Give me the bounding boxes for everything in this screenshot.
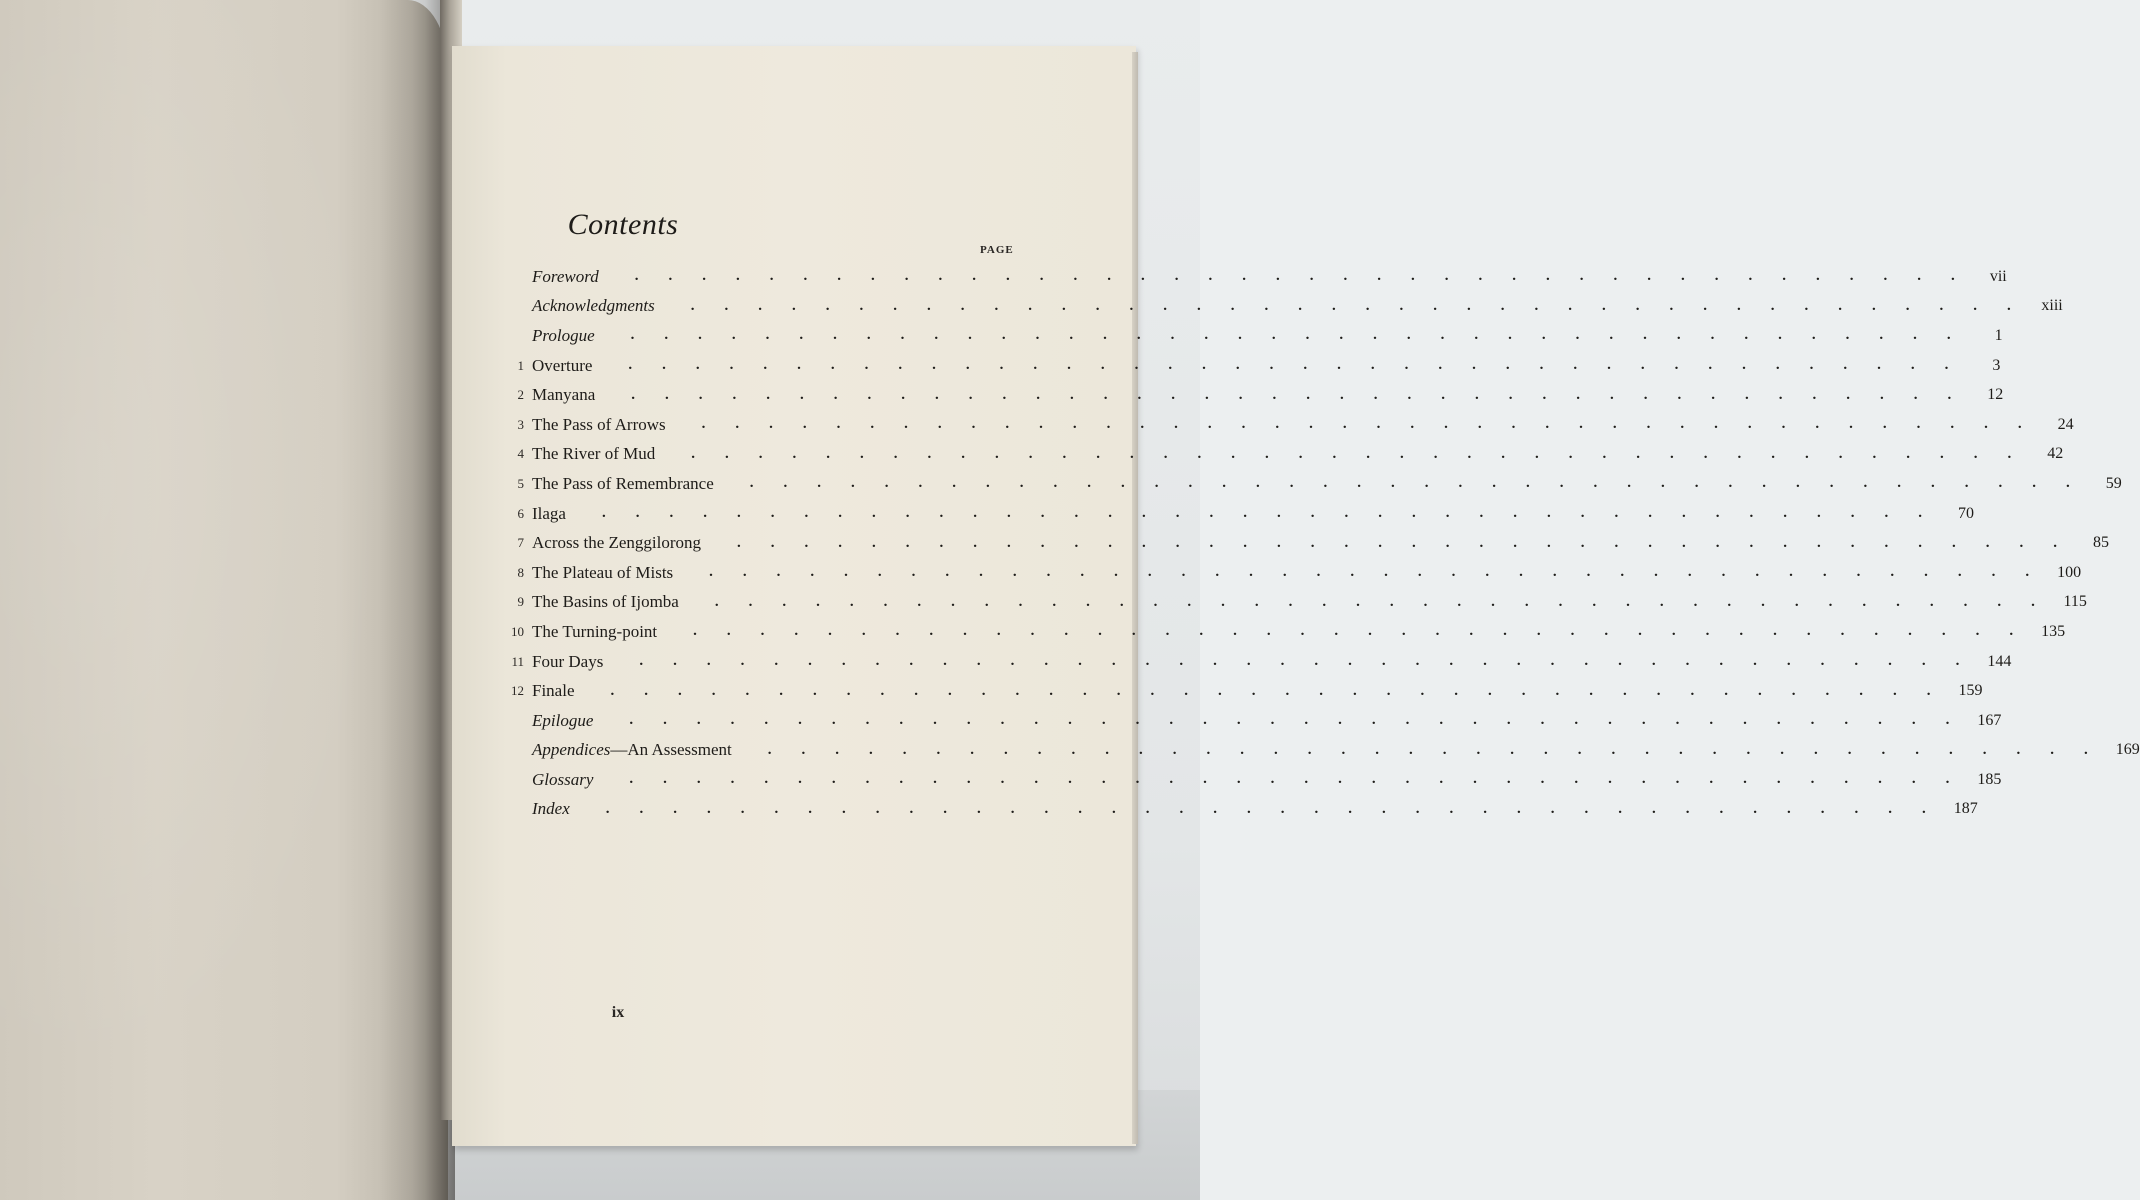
toc-entry-title	[532, 296, 661, 316]
toc-entry-page-number: 70	[1957, 504, 1974, 522]
toc-dot-leader: . . . . . . . . . . . . . . . . . . . . . . . . . . . . . . . . . . . . . . . .	[575, 800, 1926, 817]
toc-entry-title	[532, 533, 707, 553]
toc-entry-page-number: 135	[2041, 622, 2066, 640]
toc-entry-title-text: Across the Zenggilorong	[532, 533, 702, 553]
toc-dot-leader: . . . . . . . . . . . . . . . . . . . . . . . . . . . . . . . . . . . . . . . .	[601, 386, 1952, 403]
toc-entry-page-number: 85	[2093, 534, 2110, 552]
toc-entry-title-text: Appendices	[532, 740, 611, 760]
page-title: Contents	[567, 208, 679, 241]
toc-entry-title-text: Epilogue	[532, 710, 594, 730]
toc-entry-title	[532, 474, 720, 494]
toc-dot-leader: . . . . . . . . . . . . . . . . . . . . . . . . . . . . . . . . . . . . . . . .	[598, 357, 1949, 374]
toc-entry-title-text: The Turning-point	[532, 621, 658, 641]
toc-entry-title-text: Four Days	[532, 651, 604, 671]
toc-entry	[496, 380, 2004, 410]
toc-dot-leader: . . . . . . . . . . . . . . . . . . . . . . . . . . . . . . . . . . . . . . . .	[679, 564, 2030, 581]
toc-entry-title	[532, 652, 609, 672]
toc-entry-page-number: 3	[1992, 356, 2001, 374]
toc-entry-page-number: vii	[1989, 267, 2007, 285]
toc-entry-number: 6	[517, 505, 524, 521]
toc-entry-title-text: Overture	[532, 355, 593, 375]
toc-entry	[496, 676, 1983, 706]
toc-entry-title-text: The River of Mud	[532, 444, 656, 464]
toc-entry-title-text: Index	[532, 799, 570, 819]
toc-entry-title-text: The Pass of Remembrance	[532, 473, 714, 493]
toc-entry-page-number: 59	[2105, 474, 2122, 492]
toc-dot-leader: . . . . . . . . . . . . . . . . . . . . . . . . . . . . . . . . . . . . . . . .	[604, 268, 1955, 285]
toc-entry	[496, 795, 1978, 825]
toc-entry-page-number: xiii	[2041, 297, 2063, 315]
toc-entry-title-text: The Plateau of Mists	[532, 562, 674, 582]
toc-entry	[496, 647, 2012, 677]
toc-entry-title-text: The Basins of Ijomba	[532, 592, 679, 612]
toc-entry	[496, 410, 2074, 440]
toc-dot-leader: . . . . . . . . . . . . . . . . . . . . . . . . . . . . . . . . . . . . . . . .	[599, 712, 1950, 729]
toc-entry-number: 7	[517, 535, 524, 551]
toc-dot-leader: . . . . . . . . . . . . . . . . . . . . . . . . . . . . . . . . . . . . . . . .	[684, 593, 2035, 610]
toc-dot-leader: . . . . . . . . . . . . . . . . . . . . . . . . . . . . . . . . . . . . . . . .	[580, 682, 1931, 699]
toc-dot-leader: . . . . . . . . . . . . . . . . . . . . . . . . . . . . . . . . . . . . . . . .	[737, 741, 2088, 758]
toc-entry-title-text: Prologue	[532, 325, 595, 345]
toc-entry-page-number: 42	[2047, 445, 2064, 463]
toc-entry	[496, 617, 2066, 647]
page-folio: ix	[611, 1004, 625, 1021]
toc-dot-leader: . . . . . . . . . . . . . . . . . . . . . . . . . . . . . . . . . . . . . . . .	[599, 771, 1950, 788]
toc-dot-leader: . . . . . . . . . . . . . . . . . . . . . . . . . . . . . . . . . . . . . . . .	[663, 623, 2014, 640]
toc-dot-leader: . . . . . . . . . . . . . . . . . . . . . . . . . . . . . . . . . . . . . . . .	[707, 534, 2058, 551]
toc-entry-title	[532, 444, 661, 464]
toc-list	[496, 262, 2140, 824]
toc-entry-title	[532, 711, 599, 731]
toc-entry-title	[532, 504, 572, 524]
toc-entry-page-number: 187	[1953, 800, 1978, 818]
toc-entry-page-number: 144	[1987, 652, 2012, 670]
toc-entry-page-number: 167	[1977, 711, 2002, 729]
toc-entry-page-number: 169	[2115, 741, 2140, 759]
toc-entry-page-number: 115	[2063, 593, 2087, 611]
toc-entry	[496, 351, 2001, 381]
toc-entry-title-suffix: —An Assessment	[610, 740, 732, 760]
toc-entry-title	[532, 267, 605, 287]
toc-entry	[496, 440, 2064, 470]
toc-entry-title-text: Finale	[532, 681, 575, 701]
toc-dot-leader: . . . . . . . . . . . . . . . . . . . . . . . . . . . . . . . . . . . . . . . .	[660, 297, 2011, 314]
toc-entry-title-text: Glossary	[532, 769, 594, 789]
toc-entry-title-text: Acknowledgments	[532, 296, 655, 316]
toc-entry-number: 2	[517, 387, 524, 403]
toc-entry	[496, 736, 2140, 766]
toc-entry-page-number: 24	[2057, 415, 2074, 433]
toc-entry-title	[532, 592, 685, 612]
toc-entry-title	[532, 622, 663, 642]
toc-entry-number: 8	[517, 564, 524, 580]
toc-entry-page-number: 1	[1994, 326, 2003, 344]
toc-entry-page-number: 100	[2057, 563, 2082, 581]
toc-dot-leader: . . . . . . . . . . . . . . . . . . . . . . . . . . . . . . . . . . . . . . . .	[661, 445, 2012, 462]
toc-entry	[496, 706, 2002, 736]
toc-entry	[496, 469, 2122, 499]
toc-entry-title	[532, 740, 738, 760]
toc-entry-number: 10	[511, 623, 524, 639]
toc-entry-page-number: 159	[1958, 682, 1983, 700]
toc-entry	[496, 588, 2087, 618]
toc-dot-leader: . . . . . . . . . . . . . . . . . . . . . . . . . . . . . . . . . . . . . . . .	[571, 505, 1922, 522]
toc-entry-number: 9	[517, 594, 524, 610]
toc-entry-page-number: 185	[1977, 770, 2002, 788]
toc-entry-number: 11	[511, 653, 524, 669]
toc-entry	[496, 499, 1974, 529]
toc-entry-number: 12	[511, 683, 524, 699]
toc-entry-title	[532, 681, 581, 701]
toc-entry	[496, 528, 2110, 558]
toc-entry-title	[532, 563, 679, 583]
toc-entry-number: 3	[517, 416, 524, 432]
toc-entry	[496, 558, 2082, 588]
toc-entry-title-text: Manyana	[532, 385, 596, 405]
page-column-label: PAGE	[980, 244, 1014, 256]
toc-entry-title	[532, 326, 601, 346]
toc-entry	[496, 765, 2002, 795]
toc-dot-leader: . . . . . . . . . . . . . . . . . . . . . . . . . . . . . . . . . . . . . . . .	[671, 416, 2022, 433]
toc-entry-title	[532, 415, 672, 435]
toc-entry-title-text: The Pass of Arrows	[532, 414, 666, 434]
toc-entry-title	[532, 385, 601, 405]
toc-entry-page-number: 12	[1987, 386, 2004, 404]
toc-dot-leader: . . . . . . . . . . . . . . . . . . . . . . . . . . . . . . . . . . . . . . . .	[719, 475, 2070, 492]
toc-dot-leader: . . . . . . . . . . . . . . . . . . . . . . . . . . . . . . . . . . . . . . . .	[609, 653, 1960, 670]
toc-entry	[496, 262, 2007, 292]
toc-entry-number: 4	[517, 446, 524, 462]
toc-entry-title	[532, 799, 576, 819]
toc-entry-number: 1	[517, 357, 524, 373]
toc-entry-title	[532, 770, 599, 790]
toc-entry-number: 5	[517, 475, 524, 491]
toc-entry-title-text: Ilaga	[532, 503, 566, 523]
toc-entry	[496, 321, 2003, 351]
toc-entry-title	[532, 356, 598, 376]
toc-entry-title-text: Foreword	[532, 266, 599, 286]
toc-entry	[496, 292, 2063, 322]
toc-dot-leader: . . . . . . . . . . . . . . . . . . . . . . . . . . . . . . . . . . . . . . . .	[600, 327, 1951, 344]
